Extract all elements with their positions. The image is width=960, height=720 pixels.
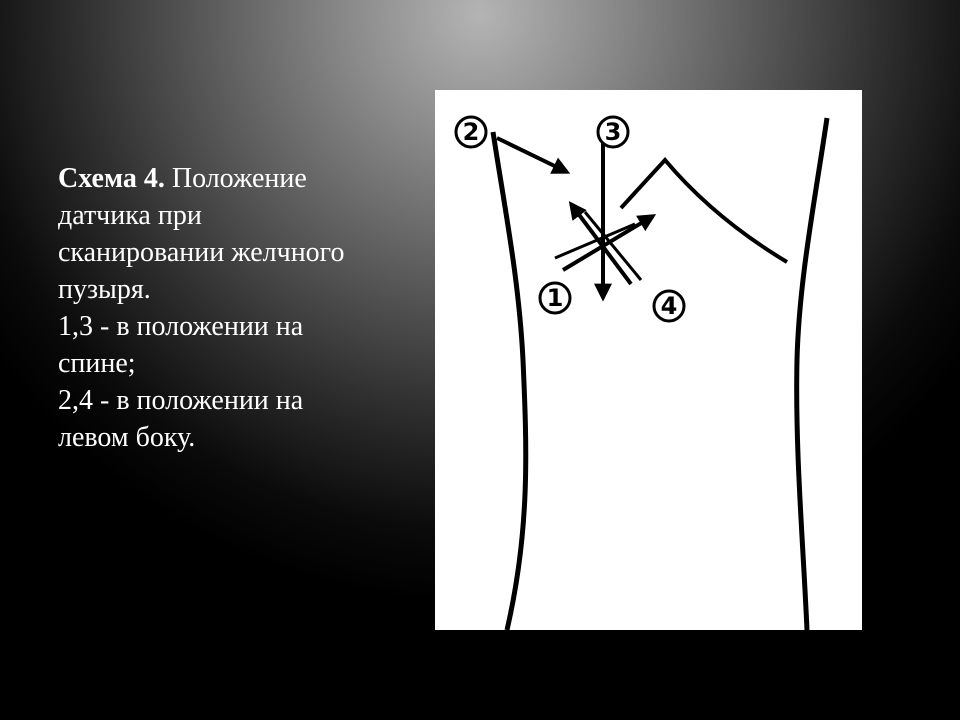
caption-line-left-side: 2,4 - в положении на левом боку. [58, 385, 304, 453]
marker-4 [654, 291, 684, 321]
marker-1-label: 1 [546, 284, 564, 312]
marker-4-label: 4 [660, 292, 678, 320]
marker-3-label: 3 [604, 118, 622, 146]
torso-diagram [435, 90, 862, 630]
probe-line-4-parallel [585, 212, 641, 280]
probe-arrow-1 [563, 216, 653, 270]
caption-title-rest: Положение датчика при сканировании желчного пузыря. [58, 163, 345, 305]
torso-left-contour [493, 132, 526, 630]
torso-right-contour [797, 118, 827, 630]
caption-line-supine: 1,3 - в положении на спине; [58, 311, 304, 379]
marker-1 [540, 283, 570, 313]
caption-title [58, 163, 344, 305]
slide-caption [58, 160, 358, 456]
probe-arrow-2 [497, 138, 567, 172]
marker-2 [456, 117, 486, 147]
caption-title-bold: Схема 4. [58, 163, 165, 194]
torso-diagram-svg [435, 90, 862, 630]
costal-arch [621, 160, 787, 262]
marker-3 [598, 117, 628, 147]
marker-2-label: 2 [462, 118, 480, 146]
